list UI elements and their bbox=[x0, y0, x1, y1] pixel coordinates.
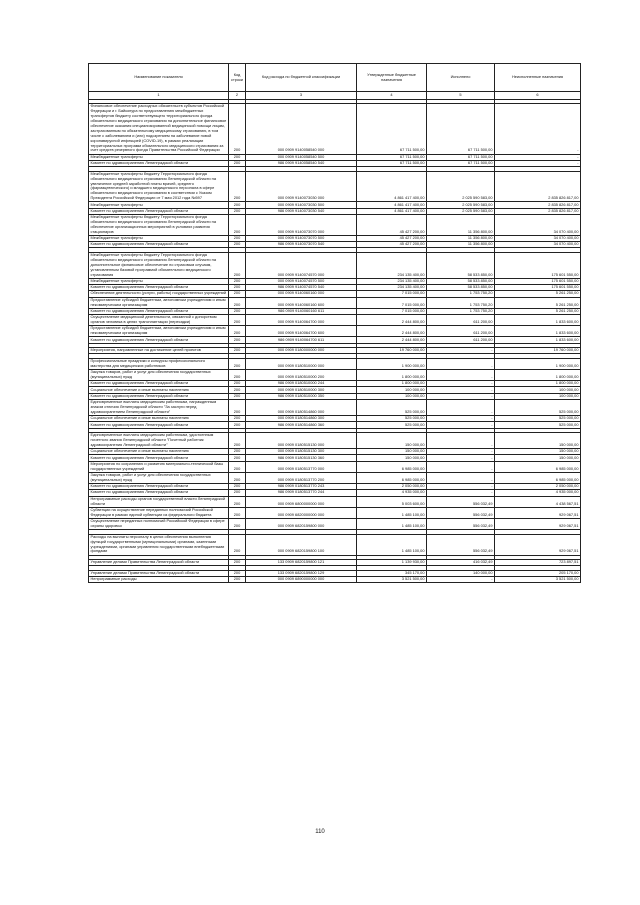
cell-name: Межбюджетные трансферты bbox=[89, 202, 229, 208]
cell-name: Комитет по здравоохранению Ленинградской области bbox=[89, 484, 229, 490]
cell-line-code: 200 bbox=[229, 278, 246, 284]
cell-budget-code: 000 0909 9140064700 000 bbox=[246, 315, 357, 326]
table-row bbox=[89, 369, 581, 380]
cell-name: Осуществление медицинской деятельности, связанной с донорством органов человека в целях трансплантации (пересадки) bbox=[89, 315, 229, 326]
cell-line-code: 200 bbox=[229, 576, 246, 582]
page-number: 110 bbox=[315, 829, 325, 835]
cell-name: Субвенции на осуществление переданных полномочий Российской Федерации в рамках единой субвенции из федерального бюджета bbox=[89, 507, 229, 518]
cell-approved: 100 000,00 bbox=[357, 387, 427, 393]
cell-executed: 67 711 500,00 bbox=[427, 154, 495, 160]
cell-name: Управление делами Правительства Ленинградской области bbox=[89, 559, 229, 565]
cell-executed: 611 200,00 bbox=[427, 326, 495, 337]
cell-executed: - bbox=[427, 576, 495, 582]
cell-unexecuted: - bbox=[495, 154, 581, 160]
cell-approved: 100 000,00 bbox=[357, 393, 427, 399]
cell-line-code: 200 bbox=[229, 235, 246, 241]
cell-name: Комитет по здравоохранению Ленинградской области bbox=[89, 490, 229, 496]
cell-approved: 4 861 417 400,00 bbox=[357, 202, 427, 208]
cell-budget-code: 000 0909 0180515130 000 bbox=[246, 432, 357, 448]
cell-unexecuted: 929 067,51 bbox=[495, 518, 581, 529]
cell-unexecuted: 2 050 000,00 bbox=[495, 484, 581, 490]
cell-budget-code: 986 0909 9140058540 540 bbox=[246, 160, 357, 166]
cell-budget-code: 000 0909 0180513770 200 bbox=[246, 472, 357, 483]
cell-name: Межбюджетные трансферты бюджету Территориального фонда обязательного медицинского страхования Ленинградской области на обеспечение организационных мероприятий в условиях развития стационаров bbox=[89, 214, 229, 235]
column-number-row bbox=[89, 92, 581, 99]
cell-name: Межбюджетные трансферты bbox=[89, 154, 229, 160]
cell-budget-code: 986 0909 0180510000 350 bbox=[246, 393, 357, 399]
cell-budget-code: 000 0909 0180510000 000 bbox=[246, 358, 357, 369]
cell-line-code: 200 bbox=[229, 104, 246, 154]
cell-budget-code: 000 0909 0180514860 300 bbox=[246, 416, 357, 422]
table-row bbox=[89, 214, 581, 235]
cell-approved: 1 485 100,00 bbox=[357, 507, 427, 518]
cell-budget-code: 133 0909 6820159800 129 bbox=[246, 570, 357, 576]
cell-name: Финансовое обеспечение расходных обязательств субъектов Российской Федерации и г. Байконура по предоставлению межбюджетных трансфертов бюджету соответствующего территориального фонда обязательного медицинского страхования на дополнительное финансовое обеспечение оказания специализированной медицинской помощи лицам, застрахованным по обязательному медицинскому страхованию, в том числе с заболеванием и (или) подозрением на заболевание новой коронавирусной инфекцией (COVID-19), в рамках реализации территориальных программ обязательного медицинского страхования за счет средств резервного фонда Правительства Российской Федерации bbox=[89, 104, 229, 154]
table-row bbox=[89, 399, 581, 415]
cell-executed: 58 533 850,00 bbox=[427, 278, 495, 284]
cell-budget-code: 133 0909 6820159800 121 bbox=[246, 559, 357, 565]
cell-budget-code: 986 0909 9140074570 540 bbox=[246, 285, 357, 291]
cell-name: Осуществление переданных полномочий Российской Федерации в сфере охраны здоровья bbox=[89, 518, 229, 529]
cell-budget-code: 000 0909 6800000000 000 bbox=[246, 496, 357, 507]
cell-unexecuted: 19 760 000,00 bbox=[495, 348, 581, 354]
cell-unexecuted: 1 833 600,00 bbox=[495, 337, 581, 343]
table-row bbox=[89, 326, 581, 337]
cell-budget-code: 000 0909 0180510000 300 bbox=[246, 387, 357, 393]
cell-budget-code: 000 0909 6820159800 000 bbox=[246, 518, 357, 529]
cell-unexecuted: 929 067,51 bbox=[495, 534, 581, 555]
cell-executed: 140 000,00 bbox=[427, 570, 495, 576]
cell-unexecuted: 2 835 826 817,00 bbox=[495, 208, 581, 214]
cell-name: Межбюджетные трансферты bbox=[89, 278, 229, 284]
cell-line-code: 200 bbox=[229, 416, 246, 422]
cell-unexecuted: 5 261 250,00 bbox=[495, 297, 581, 308]
budget-execution-table bbox=[88, 63, 581, 583]
cell-name: Предоставление субсидий бюджетным, автономным учреждениям и иным некоммерческим организациям bbox=[89, 297, 229, 308]
cell-executed: 556 032,49 bbox=[427, 496, 495, 507]
cell-name: Непрограммные расходы bbox=[89, 576, 229, 582]
cell-budget-code: 986 0909 0180514860 360 bbox=[246, 422, 357, 428]
cell-line-code: 200 bbox=[229, 208, 246, 214]
cell-approved: 234 135 400,00 bbox=[357, 252, 427, 278]
cell-unexecuted: 1 833 600,00 bbox=[495, 326, 581, 337]
cell-name: Комитет по здравоохранению Ленинградской области bbox=[89, 381, 229, 387]
cell-line-code: 200 bbox=[229, 297, 246, 308]
cell-name: Комитет по здравоохранению Ленинградской области bbox=[89, 422, 229, 428]
cell-line-code: 200 bbox=[229, 381, 246, 387]
cell-unexecuted: 723 897,51 bbox=[495, 559, 581, 565]
cell-executed: 58 533 850,00 bbox=[427, 285, 495, 291]
cell-line-code: 200 bbox=[229, 393, 246, 399]
cell-unexecuted: 2 835 826 817,00 bbox=[495, 202, 581, 208]
cell-approved: 1 485 100,00 bbox=[357, 518, 427, 529]
cell-line-code: 200 bbox=[229, 559, 246, 565]
cell-unexecuted: 1 833 600,00 bbox=[495, 315, 581, 326]
cell-name: Межбюджетные трансферты бюджету Территориального фонда обязательного медицинского страхования Ленинградской области на дополнительное финансовое обеспечение по страховым случаям, установленным базовой программой обязательного медицинского страхования bbox=[89, 252, 229, 278]
cell-name: Закупка товаров, работ и услуг для обеспечения государственных (муниципальных) нужд bbox=[89, 369, 229, 380]
cell-approved: 45 427 200,00 bbox=[357, 235, 427, 241]
cell-budget-code: 986 0909 9140060160 611 bbox=[246, 308, 357, 314]
cell-approved: 1 485 100,00 bbox=[357, 534, 427, 555]
header-name: Наименование показателя bbox=[89, 64, 229, 92]
cell-approved: 2 444 800,00 bbox=[357, 337, 427, 343]
cell-name: Комитет по здравоохранению Ленинградской области bbox=[89, 308, 229, 314]
cell-name: Комитет по здравоохранению Ленинградской области bbox=[89, 208, 229, 214]
cell-executed: - bbox=[427, 358, 495, 369]
cell-name: Мероприятия по сохранению и развитию материально-технической базы государственных учреждений bbox=[89, 461, 229, 472]
header-unexecuted: Неисполненные назначения bbox=[495, 64, 581, 92]
cell-line-code: 200 bbox=[229, 315, 246, 326]
cell-approved: 2 444 800,00 bbox=[357, 315, 427, 326]
cell-name: Единовременные выплаты медицинским работникам, награжденным знаком отличия Ленинградской области "За заслуги перед здравоохранением Ленинградской области" bbox=[89, 399, 229, 415]
cell-line-code: 200 bbox=[229, 387, 246, 393]
cell-unexecuted: 4 438 567,51 bbox=[495, 496, 581, 507]
cell-budget-code: 000 0909 0180514860 000 bbox=[246, 399, 357, 415]
cell-budget-code: 986 0909 0180513770 244 bbox=[246, 490, 357, 496]
cell-budget-code: 000 0909 0180000000 000 bbox=[246, 348, 357, 354]
cell-budget-code: 986 0909 9140073030 540 bbox=[246, 208, 357, 214]
cell-approved: 2 444 800,00 bbox=[357, 326, 427, 337]
cell-line-code: 200 bbox=[229, 461, 246, 472]
cell-budget-code: 000 0909 9140060160 000 bbox=[246, 291, 357, 297]
cell-budget-code: 000 0909 0180510000 200 bbox=[246, 369, 357, 380]
cell-name: Комитет по здравоохранению Ленинградской области bbox=[89, 285, 229, 291]
cell-line-code: 200 bbox=[229, 202, 246, 208]
cell-line-code: 200 bbox=[229, 484, 246, 490]
cell-executed: 556 032,49 bbox=[427, 534, 495, 555]
cell-line-code: 200 bbox=[229, 449, 246, 455]
cell-name: Комитет по здравоохранению Ленинградской области bbox=[89, 242, 229, 248]
cell-budget-code: 000 0909 0180513770 000 bbox=[246, 461, 357, 472]
cell-approved: 150 000,00 bbox=[357, 449, 427, 455]
cell-executed: 11 356 800,00 bbox=[427, 235, 495, 241]
cell-executed: 11 356 800,00 bbox=[427, 214, 495, 235]
cell-executed: - bbox=[427, 432, 495, 448]
cell-executed: 1 753 750,20 bbox=[427, 308, 495, 314]
cell-line-code: 200 bbox=[229, 348, 246, 354]
cell-unexecuted: 150 000,00 bbox=[495, 449, 581, 455]
cell-line-code: 200 bbox=[229, 369, 246, 380]
cell-unexecuted: 525 000,00 bbox=[495, 399, 581, 415]
cell-unexecuted: 6 985 000,00 bbox=[495, 472, 581, 483]
header-executed: Исполнено bbox=[427, 64, 495, 92]
header-budget-code: Код расхода по бюджетной классификации bbox=[246, 64, 357, 92]
cell-unexecuted: 175 601 550,00 bbox=[495, 278, 581, 284]
cell-line-code: 200 bbox=[229, 337, 246, 343]
table-row bbox=[89, 461, 581, 472]
table-row bbox=[89, 358, 581, 369]
cell-executed: - bbox=[427, 449, 495, 455]
cell-approved: 150 000,00 bbox=[357, 432, 427, 448]
cell-line-code: 200 bbox=[229, 534, 246, 555]
cell-budget-code: 986 0909 0180515130 360 bbox=[246, 455, 357, 461]
cell-name: Социальное обеспечение и иные выплаты населению bbox=[89, 416, 229, 422]
cell-unexecuted: 175 601 550,00 bbox=[495, 252, 581, 278]
cell-executed: 1 753 750,20 bbox=[427, 291, 495, 297]
cell-executed: 58 533 850,00 bbox=[427, 252, 495, 278]
cell-executed: 556 032,49 bbox=[427, 518, 495, 529]
cell-executed: - bbox=[427, 348, 495, 354]
cell-name: Профессиональные праздники и конкурсы профессионального мастерства для медицинских работников bbox=[89, 358, 229, 369]
header-approved: Утвержденные бюджетные назначения bbox=[357, 64, 427, 92]
cell-budget-code: 000 0909 9140060160 600 bbox=[246, 297, 357, 308]
cell-executed: - bbox=[427, 422, 495, 428]
cell-approved: 7 015 000,00 bbox=[357, 297, 427, 308]
cell-line-code: 200 bbox=[229, 171, 246, 202]
cell-unexecuted: 929 067,51 bbox=[495, 507, 581, 518]
cell-approved: 234 135 400,00 bbox=[357, 285, 427, 291]
table-row bbox=[89, 518, 581, 529]
cell-line-code: 200 bbox=[229, 455, 246, 461]
cell-approved: 45 427 200,00 bbox=[357, 214, 427, 235]
cell-budget-code: 986 0909 0180513770 243 bbox=[246, 484, 357, 490]
cell-line-code: 200 bbox=[229, 285, 246, 291]
cell-line-code: 200 bbox=[229, 358, 246, 369]
cell-name: Комитет по здравоохранению Ленинградской области bbox=[89, 393, 229, 399]
cell-budget-code: 000 0909 9140058540 500 bbox=[246, 154, 357, 160]
cell-unexecuted: 4 935 000,00 bbox=[495, 490, 581, 496]
cell-approved: 1 900 000,00 bbox=[357, 358, 427, 369]
cell-executed: - bbox=[427, 399, 495, 415]
cell-line-code: 200 bbox=[229, 252, 246, 278]
cell-executed: 67 711 500,00 bbox=[427, 104, 495, 154]
table-row bbox=[89, 576, 581, 582]
cell-unexecuted: 3 521 500,00 bbox=[495, 576, 581, 582]
cell-approved: 525 000,00 bbox=[357, 399, 427, 415]
cell-approved: 6 985 000,00 bbox=[357, 461, 427, 472]
cell-unexecuted: - bbox=[495, 104, 581, 154]
cell-approved: 1 800 000,00 bbox=[357, 369, 427, 380]
cell-executed: 611 200,00 bbox=[427, 315, 495, 326]
table-row bbox=[89, 297, 581, 308]
cell-name: Обеспечение деятельности (услуги, работы) государственных учреждений bbox=[89, 291, 229, 297]
cell-executed: - bbox=[427, 416, 495, 422]
cell-unexecuted: 150 000,00 bbox=[495, 432, 581, 448]
cell-approved: 67 711 500,00 bbox=[357, 154, 427, 160]
column-number: 2 bbox=[229, 92, 246, 99]
cell-line-code: 200 bbox=[229, 472, 246, 483]
cell-approved: 3 521 500,00 bbox=[357, 576, 427, 582]
table-row bbox=[89, 507, 581, 518]
cell-budget-code: 986 0909 9140064700 611 bbox=[246, 337, 357, 343]
cell-name: Комитет по здравоохранению Ленинградской области bbox=[89, 337, 229, 343]
cell-line-code: 200 bbox=[229, 570, 246, 576]
table-row bbox=[89, 496, 581, 507]
cell-name: Закупка товаров, работ и услуг для обеспечения государственных (муниципальных) нужд bbox=[89, 472, 229, 483]
cell-name: Межбюджетные трансферты bbox=[89, 235, 229, 241]
cell-line-code: 200 bbox=[229, 154, 246, 160]
cell-executed: 611 200,00 bbox=[427, 337, 495, 343]
cell-unexecuted: 2 835 826 817,00 bbox=[495, 171, 581, 202]
cell-approved: 4 861 417 400,00 bbox=[357, 208, 427, 214]
cell-approved: 5 003 600,00 bbox=[357, 496, 427, 507]
cell-approved: 19 760 000,00 bbox=[357, 348, 427, 354]
column-number: 3 bbox=[246, 92, 357, 99]
cell-unexecuted: 34 070 400,00 bbox=[495, 242, 581, 248]
cell-executed: 1 753 750,20 bbox=[427, 297, 495, 308]
cell-executed: 556 032,49 bbox=[427, 507, 495, 518]
cell-approved: 6 985 000,00 bbox=[357, 472, 427, 483]
cell-executed: 2 025 590 583,00 bbox=[427, 171, 495, 202]
cell-approved: 67 711 500,00 bbox=[357, 104, 427, 154]
table-row bbox=[89, 171, 581, 202]
cell-name: Социальное обеспечение и иные выплаты населению bbox=[89, 387, 229, 393]
cell-executed: - bbox=[427, 472, 495, 483]
table-row bbox=[89, 472, 581, 483]
cell-unexecuted: 34 070 400,00 bbox=[495, 214, 581, 235]
cell-name: Управление делами Правительства Ленинградской области bbox=[89, 570, 229, 576]
cell-line-code: 200 bbox=[229, 399, 246, 415]
cell-executed: - bbox=[427, 484, 495, 490]
column-number: 6 bbox=[495, 92, 581, 99]
cell-unexecuted: 6 985 000,00 bbox=[495, 461, 581, 472]
cell-approved: 345 170,00 bbox=[357, 570, 427, 576]
cell-executed: - bbox=[427, 490, 495, 496]
cell-line-code: 200 bbox=[229, 308, 246, 314]
cell-approved: 45 427 200,00 bbox=[357, 242, 427, 248]
cell-name: Единовременные выплаты медицинским работникам, удостоенным почетного звания Ленинградской области "Почетный работник здравоохранения Ленинградской области" bbox=[89, 432, 229, 448]
cell-budget-code: 000 0909 0180515130 300 bbox=[246, 449, 357, 455]
cell-name: Мероприятия, направленные на достижение целей проектов bbox=[89, 348, 229, 354]
cell-budget-code: 000 0909 9140064700 600 bbox=[246, 326, 357, 337]
cell-line-code: 200 bbox=[229, 160, 246, 166]
cell-unexecuted: 205 170,00 bbox=[495, 570, 581, 576]
cell-unexecuted: 100 000,00 bbox=[495, 387, 581, 393]
cell-line-code: 200 bbox=[229, 242, 246, 248]
column-number: 1 bbox=[89, 92, 229, 99]
cell-unexecuted: 34 070 400,00 bbox=[495, 235, 581, 241]
table-row bbox=[89, 534, 581, 555]
header-row bbox=[89, 64, 581, 92]
header-line-code: Код строки bbox=[229, 64, 246, 92]
table-body bbox=[89, 99, 581, 582]
cell-name: Непрограммные расходы органов государственной власти Ленинградской области bbox=[89, 496, 229, 507]
cell-unexecuted: 1 800 000,00 bbox=[495, 381, 581, 387]
cell-unexecuted: 5 261 250,00 bbox=[495, 308, 581, 314]
cell-budget-code: 000 0909 6890000000 000 bbox=[246, 576, 357, 582]
cell-executed: - bbox=[427, 369, 495, 380]
cell-approved: 7 015 000,00 bbox=[357, 308, 427, 314]
cell-approved: 7 015 000,00 bbox=[357, 291, 427, 297]
cell-executed: - bbox=[427, 381, 495, 387]
table-row bbox=[89, 315, 581, 326]
cell-unexecuted: 525 000,00 bbox=[495, 422, 581, 428]
cell-unexecuted: 175 601 550,00 bbox=[495, 285, 581, 291]
cell-budget-code: 000 0909 9140058540 000 bbox=[246, 104, 357, 154]
cell-budget-code: 986 0909 0180510000 244 bbox=[246, 381, 357, 387]
cell-executed: 11 356 800,00 bbox=[427, 242, 495, 248]
cell-line-code: 200 bbox=[229, 518, 246, 529]
cell-line-code: 200 bbox=[229, 507, 246, 518]
cell-executed: - bbox=[427, 393, 495, 399]
cell-unexecuted: 1 900 000,00 bbox=[495, 358, 581, 369]
cell-executed: - bbox=[427, 461, 495, 472]
cell-line-code: 200 bbox=[229, 422, 246, 428]
cell-approved: 1 800 000,00 bbox=[357, 381, 427, 387]
cell-unexecuted: 1 800 000,00 bbox=[495, 369, 581, 380]
cell-executed: 2 025 590 583,00 bbox=[427, 202, 495, 208]
cell-line-code: 200 bbox=[229, 214, 246, 235]
cell-approved: 2 050 000,00 bbox=[357, 484, 427, 490]
cell-budget-code: 000 0909 9140073030 500 bbox=[246, 202, 357, 208]
cell-approved: 234 135 400,00 bbox=[357, 278, 427, 284]
cell-executed: 67 711 500,00 bbox=[427, 160, 495, 166]
cell-budget-code: 000 0909 9140073030 000 bbox=[246, 171, 357, 202]
cell-approved: 4 861 417 400,00 bbox=[357, 171, 427, 202]
cell-budget-code: 000 0909 6820159800 100 bbox=[246, 534, 357, 555]
cell-approved: 525 000,00 bbox=[357, 422, 427, 428]
cell-executed: 416 032,49 bbox=[427, 559, 495, 565]
cell-executed: 2 025 590 583,00 bbox=[427, 208, 495, 214]
cell-approved: 525 000,00 bbox=[357, 416, 427, 422]
cell-name: Расходы на выплаты персоналу в целях обеспечения выполнения функций государственными (муниципальными) органами, казенными учреждениями, органами управления государственными внебюджетными фондами bbox=[89, 534, 229, 555]
table-row bbox=[89, 432, 581, 448]
cell-unexecuted: 525 000,00 bbox=[495, 416, 581, 422]
column-number: 4 bbox=[357, 92, 427, 99]
cell-name: Комитет по здравоохранению Ленинградской области bbox=[89, 455, 229, 461]
cell-executed: - bbox=[427, 455, 495, 461]
cell-line-code: 200 bbox=[229, 291, 246, 297]
cell-approved: 67 711 500,00 bbox=[357, 160, 427, 166]
cell-budget-code: 000 0909 6820000000 000 bbox=[246, 507, 357, 518]
cell-line-code: 200 bbox=[229, 490, 246, 496]
cell-budget-code: 000 0909 9140073070 500 bbox=[246, 235, 357, 241]
cell-line-code: 200 bbox=[229, 432, 246, 448]
cell-unexecuted: 150 000,00 bbox=[495, 455, 581, 461]
cell-approved: 4 935 000,00 bbox=[357, 490, 427, 496]
cell-budget-code: 986 0909 9140073070 540 bbox=[246, 242, 357, 248]
table-row bbox=[89, 252, 581, 278]
table-row bbox=[89, 104, 581, 154]
cell-name: Предоставление субсидий бюджетным, автономным учреждениям и иным некоммерческим организациям bbox=[89, 326, 229, 337]
cell-budget-code: 000 0909 9140074570 000 bbox=[246, 252, 357, 278]
cell-name: Комитет по здравоохранению Ленинградской области bbox=[89, 160, 229, 166]
cell-unexecuted: 100 000,00 bbox=[495, 393, 581, 399]
cell-unexecuted: - bbox=[495, 160, 581, 166]
cell-executed: - bbox=[427, 387, 495, 393]
cell-name: Межбюджетные трансферты бюджету Территориального фонда обязательного медицинского страхования Ленинградской области на увеличение средней заработной платы врачей, среднего (фармацевтического) и младшего медицинского персонала в сфере обязательного медицинского страхования в соответствии с Указом Президента Российской Федерации от 7 мая 2012 года №597 bbox=[89, 171, 229, 202]
cell-budget-code: 000 0909 9140074570 500 bbox=[246, 278, 357, 284]
cell-approved: 1 139 930,00 bbox=[357, 559, 427, 565]
cell-line-code: 200 bbox=[229, 496, 246, 507]
cell-unexecuted: 5 261 250,00 bbox=[495, 291, 581, 297]
cell-name: Социальное обеспечение и иные выплаты населению bbox=[89, 449, 229, 455]
cell-line-code: 200 bbox=[229, 326, 246, 337]
cell-approved: 150 000,00 bbox=[357, 455, 427, 461]
column-number: 5 bbox=[427, 92, 495, 99]
cell-budget-code: 000 0909 9140073070 000 bbox=[246, 214, 357, 235]
